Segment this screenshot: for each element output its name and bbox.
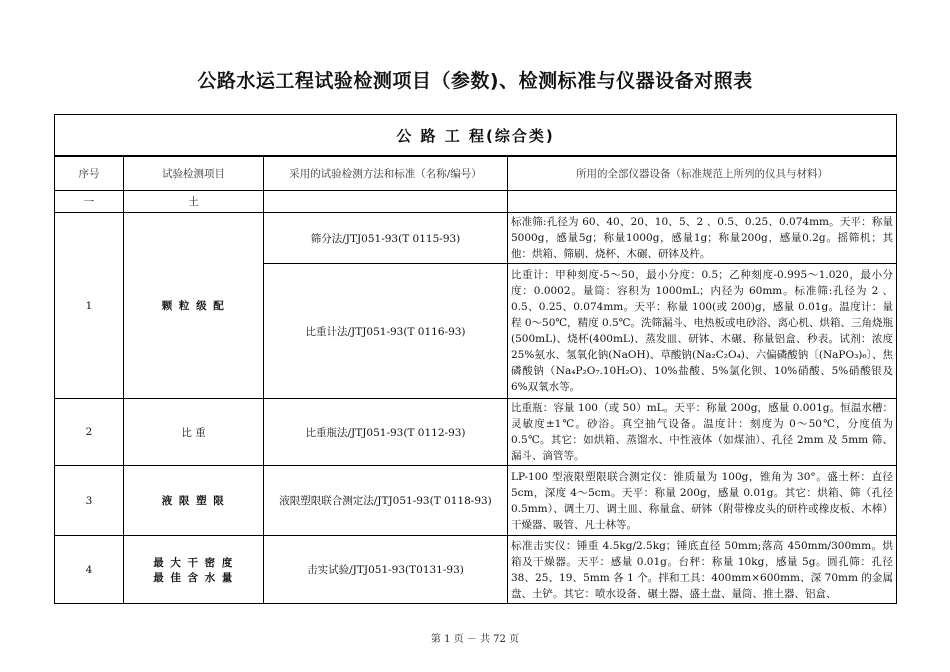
page-footer: 第 1 页 － 共 72 页 xyxy=(430,634,520,645)
header-item: 试验检测项目 xyxy=(124,156,264,191)
row-no: 4 xyxy=(55,536,124,604)
row-method: 击实试验/JTJ051-93(T0131-93) xyxy=(264,536,508,604)
equipment-text: 比重计：甲种刻度-5～50，最小分度：0.5；乙种刻度-0.995～1.020，最小分度：0.0002。量筒：容积为 1000mL；内径为 60mm。标准筛:孔径为 2 、0.5、0.25、0.074mm。天平：称量 100(或 200)g，感量 0.01g。温度计：量程 0～50℃，精度 0.5℃。洗筛漏斗、电热板或电砂浴、离心机、烘箱、三角烧瓶(500mL)、烧杯(400mL)、蒸发皿、研钵、木碾、称量铝盒、秒表。试剂：浓度 25%氨水、氢氧化钠(NaOH)、草酸钠(Na₂C₂O₄)、六偏磷酸钠〔(NaPO₃)₆〕、焦磷酸钠（Na₄P₂O₇.10H₂O)、10%盐酸、5%氯化钡、10%硝酸、5%硝酸银及 6%双氧水等。 xyxy=(511,269,894,393)
section-header-row xyxy=(55,115,897,157)
equipment-text: 标准筛:孔径为 60、40、20、10、5、2 、0.5、0.25、0.074mm。天平：称量5000g，感量5g；称量1000g，感量1g；称量200g，感量0.2g。摇筛机；其他：烘箱、筛刷、烧杯、木碾、研钵及杵。 xyxy=(511,216,894,260)
row-method: 比重计法/JTJ051-93(T 0116-93) xyxy=(264,264,508,399)
category-row xyxy=(55,191,897,213)
table-row xyxy=(55,536,897,604)
row-item xyxy=(124,536,264,604)
table-row xyxy=(55,399,897,466)
table-row xyxy=(55,466,897,536)
equipment-text: 比重瓶：容量 100（或 50）mL。天平：称量 200g，感量 0.001g。恒温水槽：灵敏度±1℃。砂浴。真空抽气设备。温度计：刻度为 0～50℃，分度值为 0.5℃。其它：如烘箱、蒸馏水、中性液体（如煤油）、孔径 2mm 及 5mm 筛、漏斗、滴管等。 xyxy=(511,402,894,462)
row-item: 液 限 塑 限 xyxy=(124,466,264,536)
row-equipment xyxy=(508,264,897,399)
row-method: 液限塑限联合测定法/JTJ051-93(T 0118-93) xyxy=(264,466,508,536)
row-item: 比 重 xyxy=(124,399,264,466)
column-header-row xyxy=(55,156,897,191)
category-name: 土 xyxy=(124,191,264,213)
row-equipment xyxy=(508,536,897,604)
standards-table xyxy=(54,114,897,604)
row-no: 2 xyxy=(55,399,124,466)
row-equipment xyxy=(508,399,897,466)
category-method-empty xyxy=(264,191,508,213)
category-equip-empty xyxy=(508,191,897,213)
header-method: 采用的试验检测方法和标准（名称/编号） xyxy=(264,156,508,191)
equipment-text: LP-100 型液限塑限联合测定仪：锥质量为 100g，锥角为 30°。盛土杯：直径 5cm，深度 4～5cm。天平：称量 200g，感量 0.01g。其它：烘箱、筛（孔径 0.5mm）、调土刀、调土皿、称量盒、研钵（附带橡皮头的研杵或橡皮板、木棒）干燥器、吸管、凡士林等。 xyxy=(511,470,894,531)
row-no: 3 xyxy=(55,466,124,536)
row-equipment xyxy=(508,466,897,536)
section-title: 公 路 工 程(综合类) xyxy=(55,115,897,157)
header-no: 序号 xyxy=(55,156,124,191)
row-method: 筛分法/JTJ051-93(T 0115-93) xyxy=(264,213,508,264)
equipment-text: 标准击实仪：锤重 4.5kg/2.5kg；锤底直径 50mm;落高 450mm/300mm。烘箱及干燥器。天平：感量 0.01g。台秤：称量 10kg，感量 5g。圆孔筛：孔径 38、25、19、5mm 各 1 个。拌和工具：400mm×600mm、深 70mm 的金属盘、土铲。其它：喷水设备、碾土器、盛土盘、量筒、推土器、铝盒、 xyxy=(511,539,894,600)
row-item-line2: 最 佳 含 水 量 xyxy=(153,571,234,584)
header-equipment: 所用的全部仪器设备（标准规范上所列的仪具与材料） xyxy=(508,156,897,191)
row-method: 比重瓶法/JTJ051-93(T 0112-93) xyxy=(264,399,508,466)
row-no: 1 xyxy=(55,213,124,399)
row-item-line1: 最 大 干 密 度 xyxy=(153,556,234,569)
row-item: 颗 粒 级 配 xyxy=(124,213,264,399)
table-row xyxy=(55,213,897,264)
category-no: 一 xyxy=(55,191,124,213)
document-title: 公路水运工程试验检测项目（参数)、检测标准与仪器设备对照表 xyxy=(197,70,753,92)
row-equipment xyxy=(508,213,897,264)
